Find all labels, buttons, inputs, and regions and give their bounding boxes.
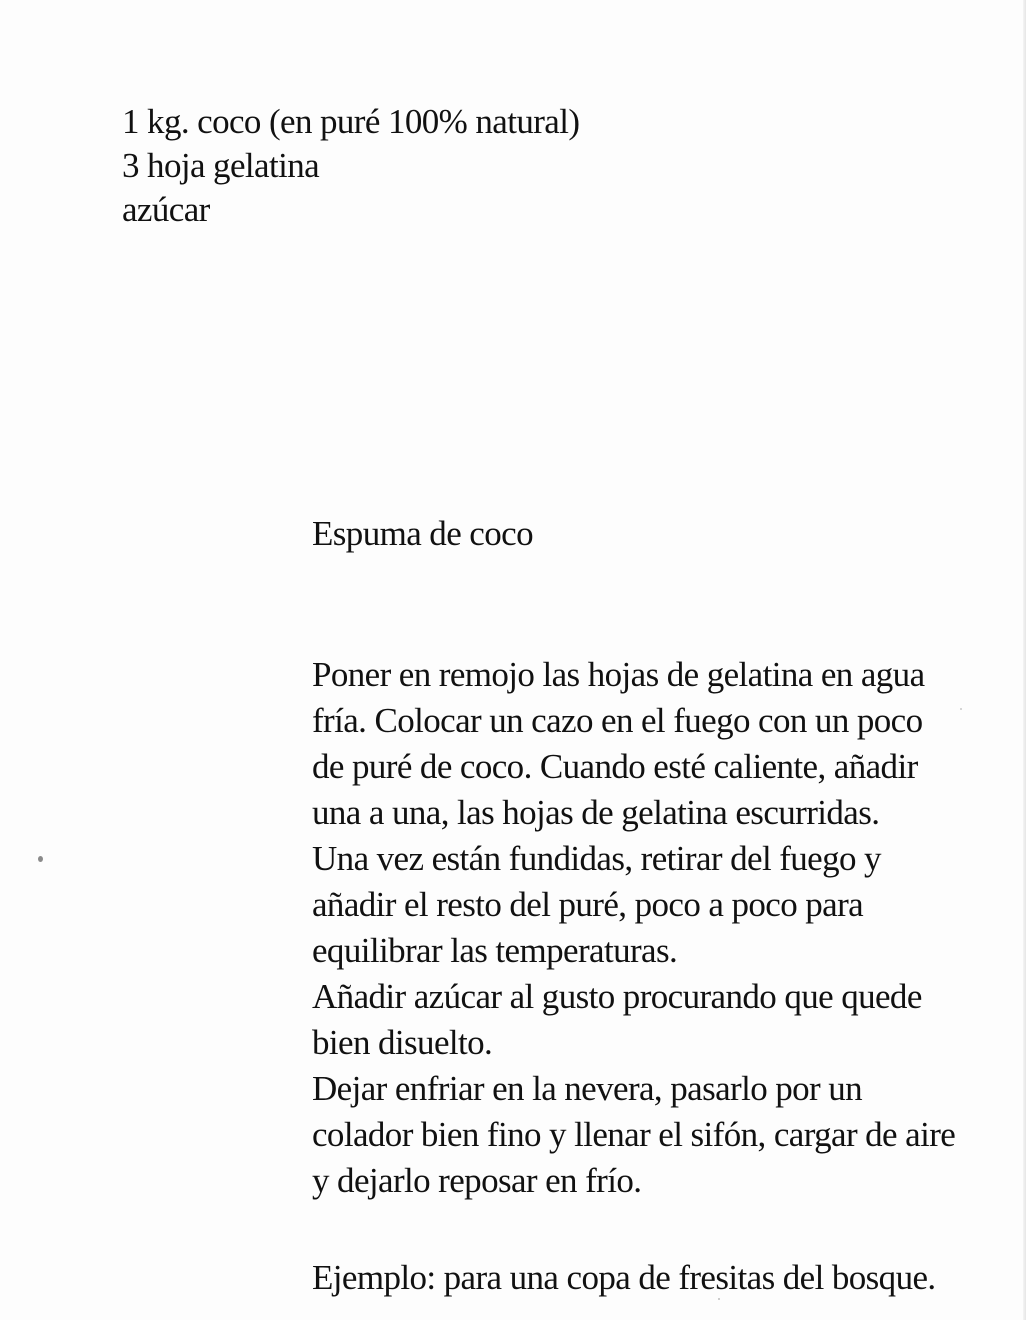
scan-speck <box>718 1298 720 1300</box>
serving-example: Ejemplo: para una copa de fresitas del bosque. <box>312 1258 936 1297</box>
instruction-line: de puré de coco. Cuando esté caliente, añadir <box>312 747 918 786</box>
instruction-line: colador bien fino y llenar el sifón, cargar de aire <box>312 1115 956 1154</box>
instruction-line: Dejar enfriar en la nevera, pasarlo por un <box>312 1069 863 1108</box>
ingredient-item: 3 hoja gelatina <box>122 146 320 185</box>
recipe-title: Espuma de coco <box>312 514 533 553</box>
instruction-line: Una vez están fundidas, retirar del fuego y <box>312 839 881 878</box>
scan-speck <box>960 708 962 710</box>
instruction-line: y dejarlo reposar en frío. <box>312 1161 642 1200</box>
ingredient-item: 1 kg. coco (en puré 100% natural) <box>122 102 580 141</box>
instruction-line: añadir el resto del puré, poco a poco para <box>312 885 864 924</box>
instruction-line: equilibrar las temperaturas. <box>312 931 678 970</box>
instruction-line: fría. Colocar un cazo en el fuego con un poco <box>312 701 923 740</box>
instruction-line: bien disuelto. <box>312 1023 493 1062</box>
instruction-line: Poner en remojo las hojas de gelatina en agua <box>312 655 925 694</box>
instruction-line: una a una, las hojas de gelatina escurridas. <box>312 793 880 832</box>
scan-speck <box>38 856 43 862</box>
instruction-line: Añadir azúcar al gusto procurando que quede <box>312 977 922 1016</box>
ingredient-item: azúcar <box>122 190 210 229</box>
ingredient-list <box>122 100 579 232</box>
recipe-instructions <box>312 652 972 1204</box>
